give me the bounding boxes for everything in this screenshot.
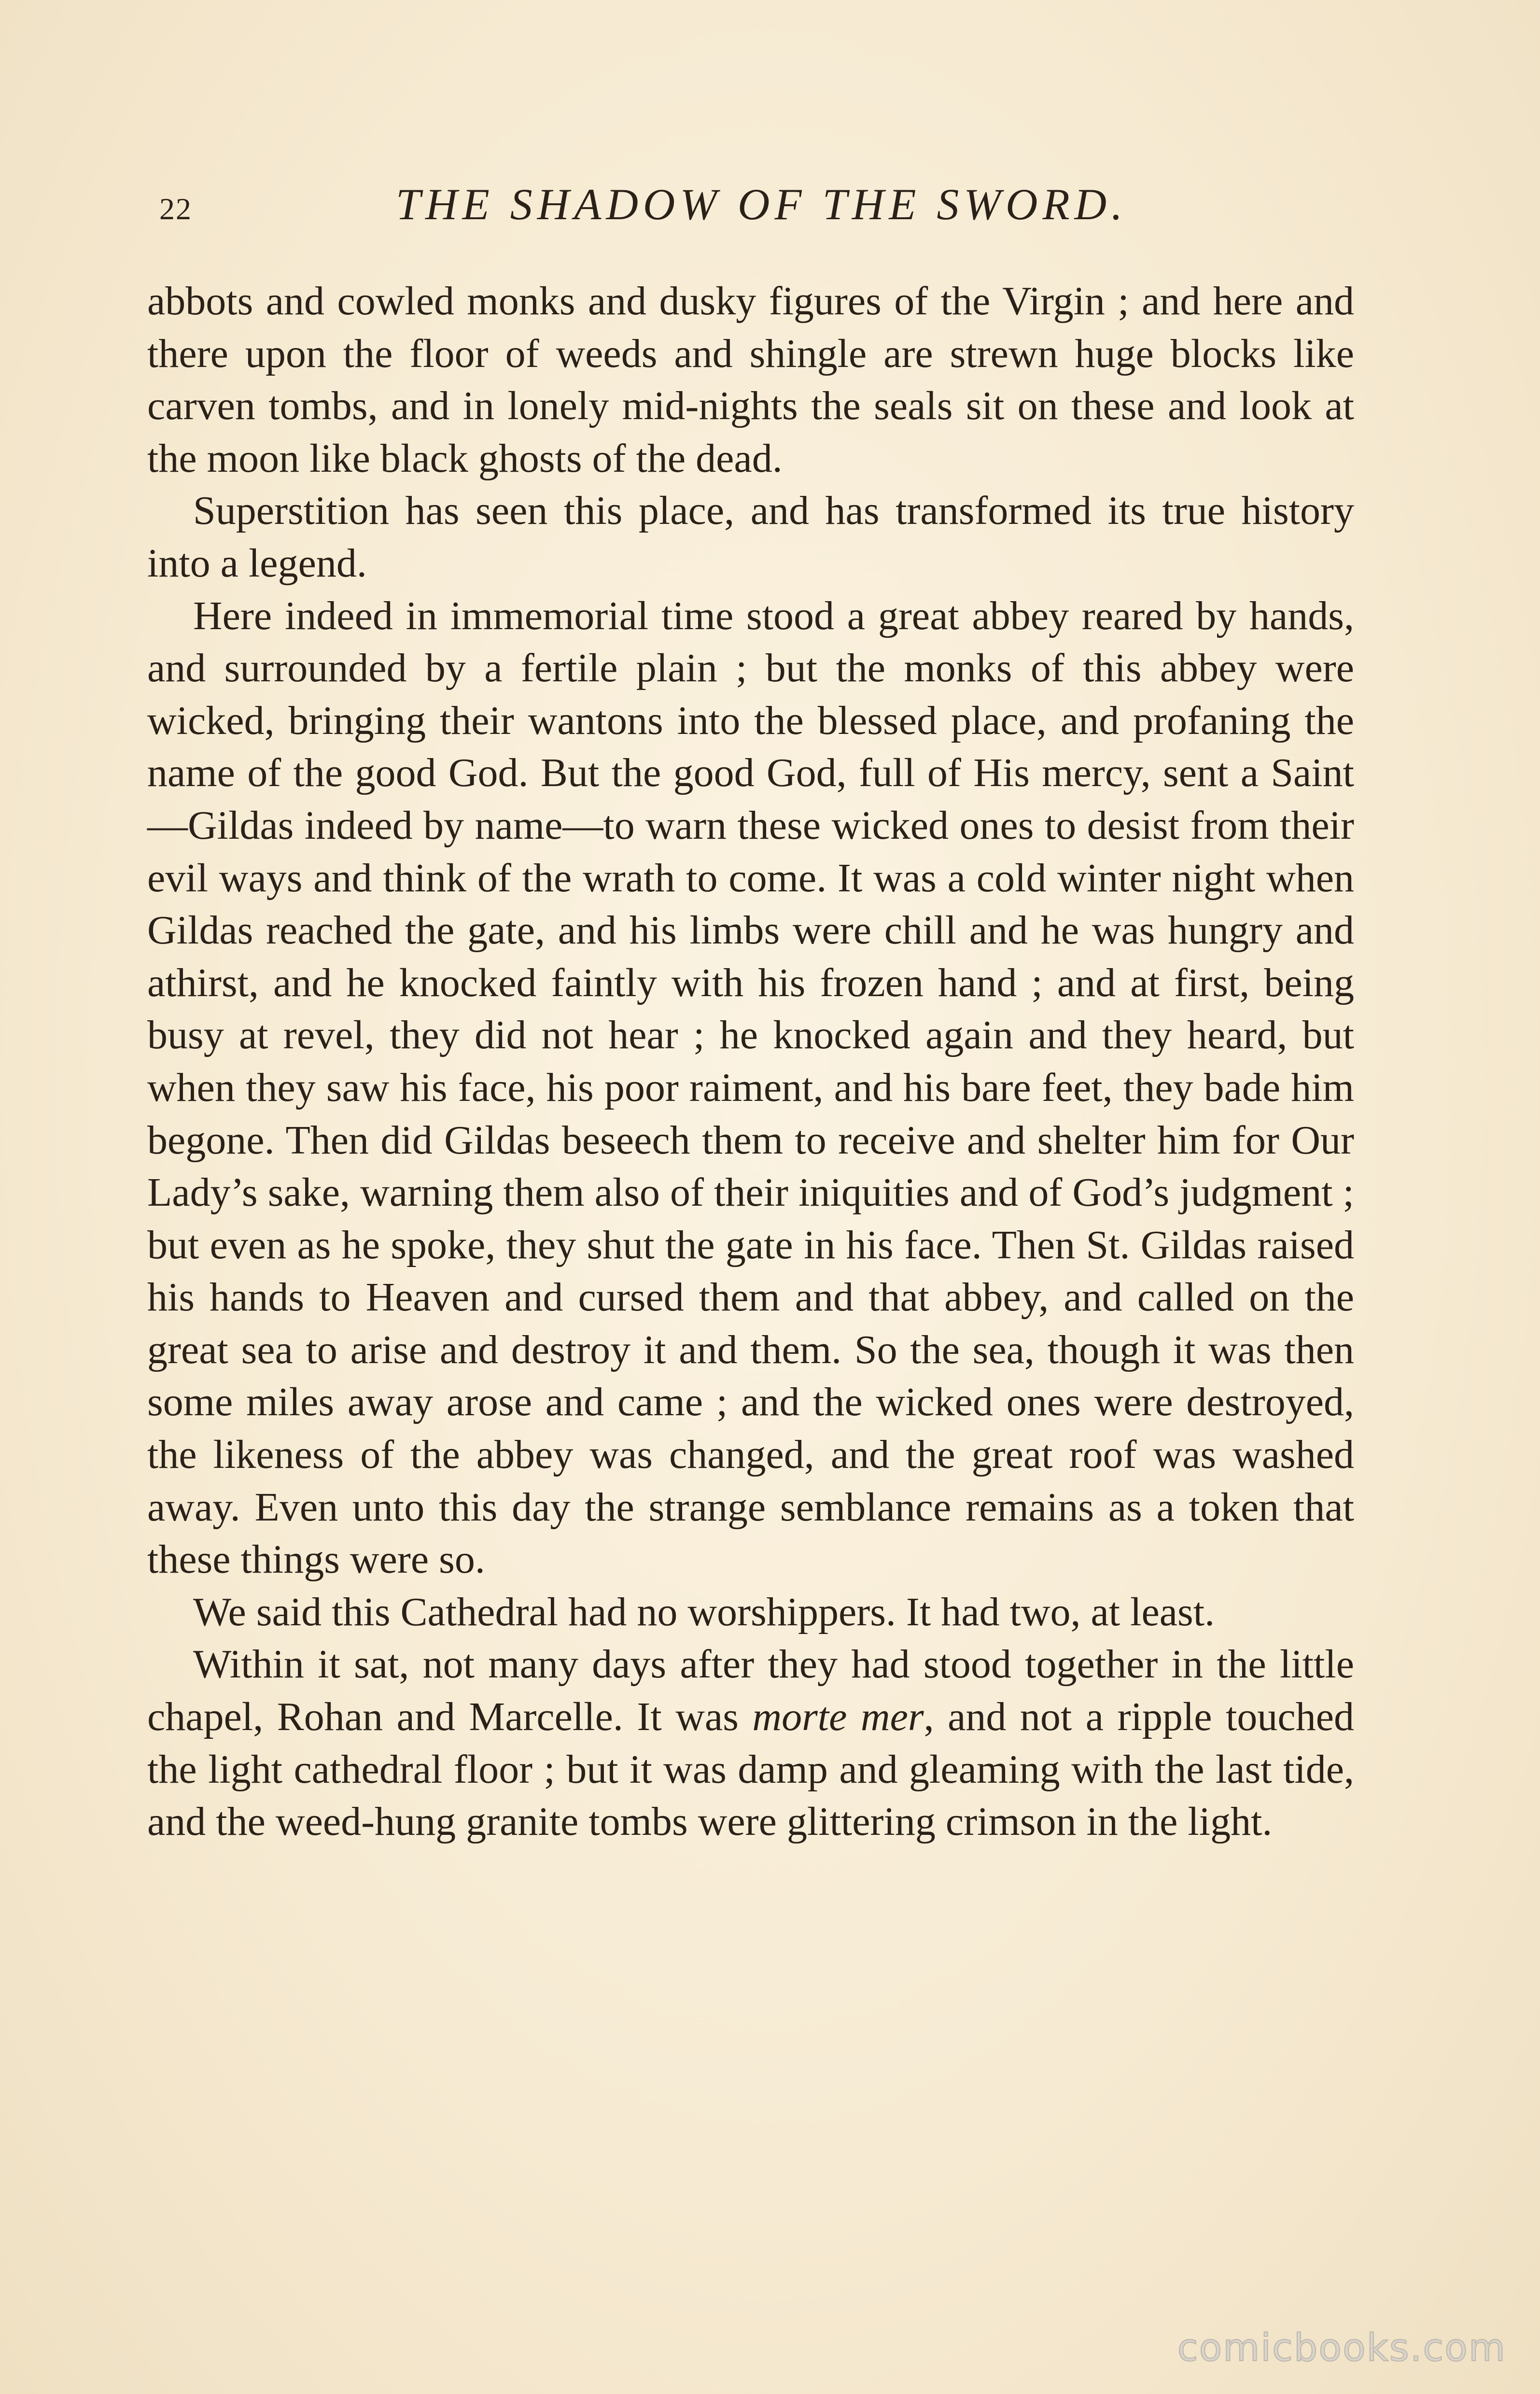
paragraph-last — [147, 1638, 1354, 1848]
body-text — [147, 275, 1354, 1848]
paragraph: abbots and cowled monks and dusky figures of the Virgin ; and here and there upon the floor of weeds and shingle are strewn huge blocks like carven tombs, and in lonely mid-nights the seals sit on these and look at the moon like black ghosts of the dead. — [147, 279, 1354, 481]
paragraph: Here indeed in immemorial time stood a great abbey reared by hands, and surrounded by a fertile plain ; but the monks of this abbey were wicked, bringing their wantons into the blessed place, and profaning the name of the good God. But the good God, full of His mercy, sent a Saint—Gildas indeed by name—to warn these wicked ones to desist from their evil ways and think of the wrath to come. It was a cold winter night when Gildas reached the gate, and his limbs were chill and he was hungry and athirst, and he knocked faintly with his frozen hand ; and at first, being busy at revel, they did not hear ; he knocked again and they heard, but when they saw his face, his poor raiment, and his bare feet, they bade him begone. Then did Gildas beseech them to receive and shelter him for Our Lady’s sake, warning them also of their iniquities and of God’s judgment ; but even as he spoke, they shut the gate in his face. Then St. Gildas raised his hands to Heaven and cursed them and that abbey, and called on the great sea to arise and destroy it and them. So the sea, though it was then some miles away arose and came ; and the wicked ones were destroyed, the likeness of the abbey was changed, and the great roof was washed away. Even unto this day the strange semblance remains as a token that these things were so. — [147, 593, 1354, 1582]
paragraph-text: Within it sat, not many days after they had stood together in the little chapel, Rohan and Marcelle. It was — [147, 1642, 1354, 1740]
italic-phrase: morte mer — [752, 1694, 924, 1740]
paragraph-text: , and not a ripple touched the light cathedral floor ; but it was damp and gleaming with the last tide, and the weed-hung granite tombs were glittering crimson in the light. — [147, 1694, 1355, 1845]
paragraph: Superstition has seen this place, and has transformed its true history into a legend. — [147, 488, 1354, 586]
paragraph: We said this Cathedral had no worshippers. It had two, at least. — [193, 1589, 1215, 1634]
watermark-logo: comicbooks.com — [1177, 2326, 1506, 2370]
page-number: 22 — [159, 192, 192, 226]
page-header — [159, 179, 1381, 232]
running-title: THE SHADOW OF THE SWORD. — [396, 180, 1128, 229]
